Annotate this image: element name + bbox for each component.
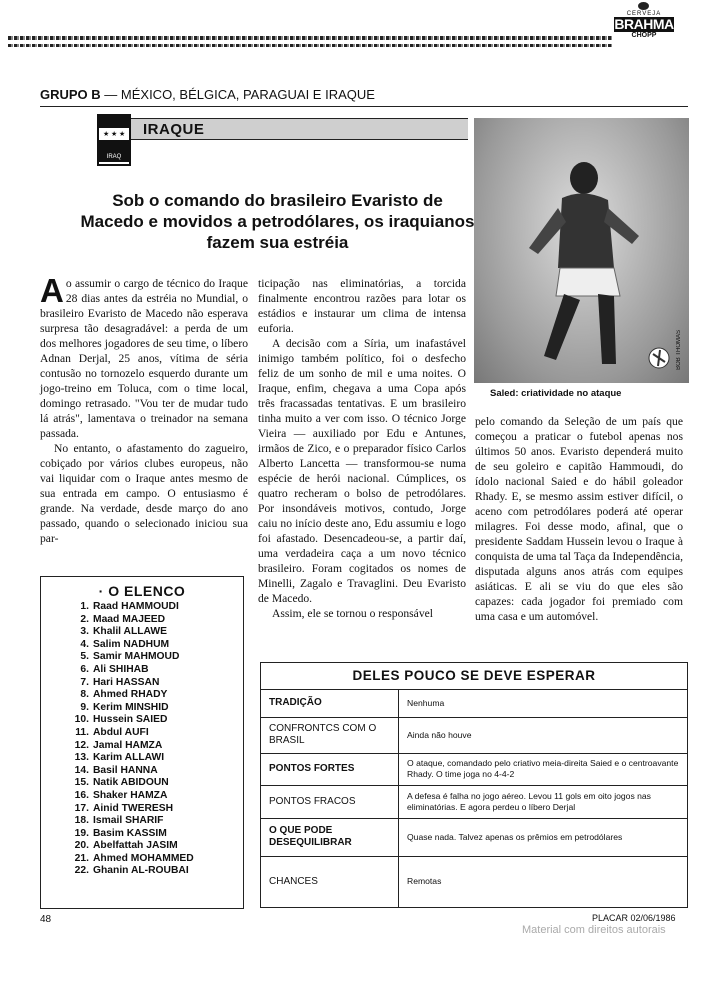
- player-last-name: ABIDOUN: [120, 777, 169, 789]
- player-last-name: MAJEED: [122, 613, 166, 625]
- player-first-name: Khalil: [93, 626, 122, 638]
- headline: Sob o comando do brasileiro Evaristo de Macedo e movidos a petrodólares, os iraquianos fazem sua estréia: [80, 191, 475, 252]
- player-last-name: ALLAWI: [124, 752, 165, 764]
- player-last-name: HAMZA: [130, 789, 168, 801]
- group-teams: — MÉXICO, BÉLGICA, PARAGUAI E IRAQUE: [100, 87, 375, 102]
- magazine-issue: PLACAR 02/06/1986: [592, 913, 676, 923]
- player-number: 7.: [80, 676, 89, 688]
- player-first-name: Hussein: [93, 714, 134, 726]
- article-paragraph: Assim, ele se tornou o responsável: [272, 607, 433, 620]
- article-paragraph: pelo comando da Seleção de um país que começou a praticar o futebol apenas nos últimos 50 anos. Evaristo dependerá muito de seu goleiro e capitão Hammoudi, do ídolo nacional Saied e do hábil goleador Rhady. E, se mesmo assim estiver difícil, o aceno com petrodólares poderá até operar milagres. Foi desse modo, afinal, que o presidente Saddam Hussein levou o Iraque à conquista de uma tal Taça da Independência, disputada alguns anos atrás com equipes asiáticas. E ali se viu do que eles são capazes: cada jogador foi premiado com uma casa e um automóvel.: [475, 415, 683, 623]
- squad-player: [41, 765, 243, 778]
- player-photo: [474, 118, 689, 383]
- player-last-name: NADHUM: [123, 638, 170, 650]
- player-last-name: MINSHID: [125, 701, 169, 713]
- player-first-name: Raad: [93, 601, 119, 612]
- expectations-value: Nenhuma: [399, 690, 688, 717]
- expectations-key: O QUE PODE DESEQUILIBRAR: [261, 818, 399, 856]
- squad-player: [41, 651, 243, 664]
- player-last-name: HASSAN: [115, 676, 160, 688]
- page-number: 48: [40, 914, 52, 925]
- player-number: 6.: [80, 663, 89, 675]
- brand-sub: CHOPP: [631, 32, 657, 39]
- squad-player: [41, 752, 243, 765]
- section-rule: [40, 106, 688, 107]
- player-first-name: Salim: [93, 638, 121, 650]
- article-column-2: [258, 276, 466, 621]
- squad-player: [41, 853, 243, 866]
- expectations-title: DELES POUCO SE DEVE ESPERAR: [261, 663, 687, 690]
- player-number: 8.: [80, 689, 89, 701]
- expectations-row: [261, 690, 687, 717]
- watermark: Material com direitos autorais: [522, 924, 666, 936]
- player-last-name: HAMZA: [125, 739, 163, 751]
- squad-player: [41, 689, 243, 702]
- player-number: 22.: [74, 865, 89, 877]
- expectations-value: O ataque, comandado pelo criativo meia-direita Saied e o centroavante Rhady. O time joga no 4-4-2: [399, 753, 688, 785]
- brahma-seal-icon: [638, 2, 649, 10]
- article-paragraph: [40, 272, 248, 441]
- drop-cap: A: [40, 272, 64, 309]
- brand-name: BRAHMA: [614, 16, 674, 32]
- squad-player: [41, 815, 243, 828]
- player-number: 3.: [80, 626, 89, 638]
- player-first-name: Maad: [93, 613, 120, 625]
- player-first-name: Ghanin: [93, 865, 129, 877]
- player-first-name: Ainid: [93, 802, 119, 814]
- photo-caption: Saled: criatividade no ataque: [490, 388, 622, 399]
- player-first-name: Ali: [93, 663, 107, 675]
- player-last-name: HAMMOUDI: [121, 601, 179, 612]
- squad-player: [41, 740, 243, 753]
- group-line: [40, 87, 375, 102]
- player-number: 2.: [80, 613, 89, 625]
- squad-title: · O ELENCO: [98, 583, 186, 599]
- player-number: 17.: [74, 802, 89, 814]
- player-number: 20.: [74, 840, 89, 852]
- player-first-name: Kerim: [93, 701, 123, 713]
- squad-player: [41, 865, 243, 878]
- player-number: 10.: [74, 714, 89, 726]
- article-column-3: [475, 414, 683, 624]
- player-number: 19.: [74, 827, 89, 839]
- player-number: 11.: [75, 726, 89, 738]
- expectations-value: Remotas: [407, 876, 442, 887]
- player-first-name: Basim: [93, 827, 124, 839]
- player-number: 14.: [74, 764, 89, 776]
- expectations-key: TRADIÇÃO: [261, 690, 399, 717]
- player-number: 9.: [80, 701, 89, 713]
- player-last-name: MAHMOUD: [124, 651, 180, 663]
- expectations-key: CONFRONTCS COM O BRASIL: [261, 717, 399, 753]
- squad-player: [41, 790, 243, 803]
- player-first-name: Karim: [93, 752, 123, 764]
- squad-player: [41, 626, 243, 639]
- player-last-name: TWERESH: [121, 802, 174, 814]
- player-first-name: Abelfattah: [93, 840, 144, 852]
- player-first-name: Ismail: [93, 815, 123, 827]
- player-number: 12.: [74, 739, 89, 751]
- player-number: 18.: [74, 815, 89, 827]
- player-first-name: Hari: [93, 676, 114, 688]
- player-first-name: Natik: [93, 777, 119, 789]
- squad-player: [41, 727, 243, 740]
- article-paragraph: No entanto, o afastamento do zagueiro, cobiçado por vários clubes europeus, não vai liquidar com o Iraque antes mesmo de sua entrada em campo. O entusiasmo é grande. Na verdade, desde março do ano passado, quando o selecionado iniciou sua par-: [40, 442, 248, 545]
- player-last-name: JASIM: [146, 840, 178, 852]
- squad-player: [41, 777, 243, 790]
- article-paragraph: A decisão com a Síria, um inafastável inimigo também político, foi o desfecho feliz de um sonho de mil e uma noites. O Iraque, enfim, chegava a uma Copa após três fracassadas tentativas. E um brasileiro tinha muito a ver com isso. O técnico Jorge Vieira — auxiliado por Edu e Antunes, irmãos de Zico, e o preparador físico Carlos Alberto Lancetta — transformou-se numa espécie de herói nacional. Cúmplices, os quatro recheram o bolso de petrodólares. Por insondáveis motivos, contudo, Jorge caiu no início deste ano, Edu assumiu e logo foi afastado. Desencadeou-se, a partir daí, uma verdadeira caça a um novo técnico brasileiro. Foram cogitados os nomes de Minelli, Zagalo e Travaglini. Deu Evaristo de Macedo.: [258, 337, 466, 605]
- group-label: GRUPO B: [40, 87, 101, 102]
- expectations-value: A defesa é falha no jogo aéreo. Levou 11 gols em oito jogos nas eliminatórias. E agora perdeu o líbero Derjal: [399, 785, 688, 818]
- article-text: o assumir o cargo de técnico do Iraque 28 dias antes da estréia no Mundial, o brasileiro Evaristo de Macedo não esperava surpresa tão desagradável: a perda de um dos melhores jogadores de seu time, o líbero Adnan Derjal, 25 anos, vítima de séria contusão no tornozelo esquerdo durante um jogo-treino em Toluca, com o time local, domingo retrasado. "Vou ter de mudar tudo lá atrás", lamentava o treinador na semana passada.: [40, 277, 248, 440]
- player-number: 13.: [74, 752, 89, 764]
- article-column-1: [40, 272, 248, 546]
- player-last-name: HANNA: [120, 764, 158, 776]
- flag-label: IRAQ: [99, 152, 129, 162]
- expectations-key: PONTOS FRACOS: [261, 785, 399, 818]
- squad-player: [41, 664, 243, 677]
- expectations-row: [261, 785, 687, 818]
- player-last-name: SHIHAB: [109, 663, 149, 675]
- expectations-row: [261, 717, 687, 753]
- photo-credit: BOB THOMAS: [676, 330, 682, 370]
- player-last-name: SHARIF: [125, 815, 164, 827]
- player-last-name: ALLAWE: [123, 626, 168, 638]
- squad-list: [41, 601, 243, 878]
- expectations-row: [261, 856, 687, 907]
- player-number: 16.: [74, 789, 89, 801]
- team-title: IRAQUE: [131, 118, 468, 140]
- player-first-name: Abdul: [93, 726, 123, 738]
- player-first-name: Shaker: [93, 789, 128, 801]
- player-last-name: SAIED: [135, 714, 168, 726]
- squad-player: [41, 803, 243, 816]
- squad-box: [40, 576, 244, 909]
- player-number: 21.: [74, 852, 89, 864]
- player-first-name: Ahmed: [93, 852, 128, 864]
- squad-player: [41, 840, 243, 853]
- player-number: 1.: [80, 601, 89, 612]
- article-paragraph: ticipação nas eliminatórias, a torcida finalmente encontrou razões para lotar os estádios e instaurar um clima de intensa euforia.: [258, 277, 466, 335]
- header-stripe-lower: [8, 44, 612, 47]
- expectations-value: Ainda não houve: [399, 717, 688, 753]
- header-stripe: [8, 36, 612, 40]
- player-last-name: AL-ROUBAI: [130, 865, 189, 877]
- brand-small: CERVEJA: [626, 11, 662, 17]
- expectations-box: [260, 662, 688, 908]
- player-last-name: MOHAMMED: [130, 852, 194, 864]
- expectations-key: PONTOS FORTES: [261, 753, 399, 785]
- player-first-name: Basil: [93, 764, 118, 776]
- squad-player: [41, 828, 243, 841]
- player-first-name: Ahmed: [93, 689, 128, 701]
- player-first-name: Samir: [93, 651, 122, 663]
- squad-player: [41, 601, 243, 614]
- squad-player: [41, 677, 243, 690]
- player-first-name: Jamal: [93, 739, 123, 751]
- iraq-flag-icon: ★ ★ ★ IRAQ: [97, 114, 131, 166]
- brahma-logo: [614, 2, 674, 46]
- player-last-name: RHADY: [130, 689, 168, 701]
- squad-player: [41, 639, 243, 652]
- squad-player: [41, 614, 243, 627]
- expectations-value: Quase nada. Talvez apenas os prêmios em petrodólares: [399, 818, 688, 856]
- expectations-key: CHANCES: [261, 856, 399, 907]
- player-last-name: AUFI: [124, 726, 149, 738]
- expectations-table: [261, 690, 687, 907]
- player-number: 4.: [80, 638, 89, 650]
- player-last-name: KASSIM: [126, 827, 167, 839]
- player-number: 5.: [80, 651, 89, 663]
- squad-player: [41, 702, 243, 715]
- expectations-row: [261, 753, 687, 785]
- expectations-row: [261, 818, 687, 856]
- squad-player: [41, 714, 243, 727]
- player-number: 15.: [74, 777, 89, 789]
